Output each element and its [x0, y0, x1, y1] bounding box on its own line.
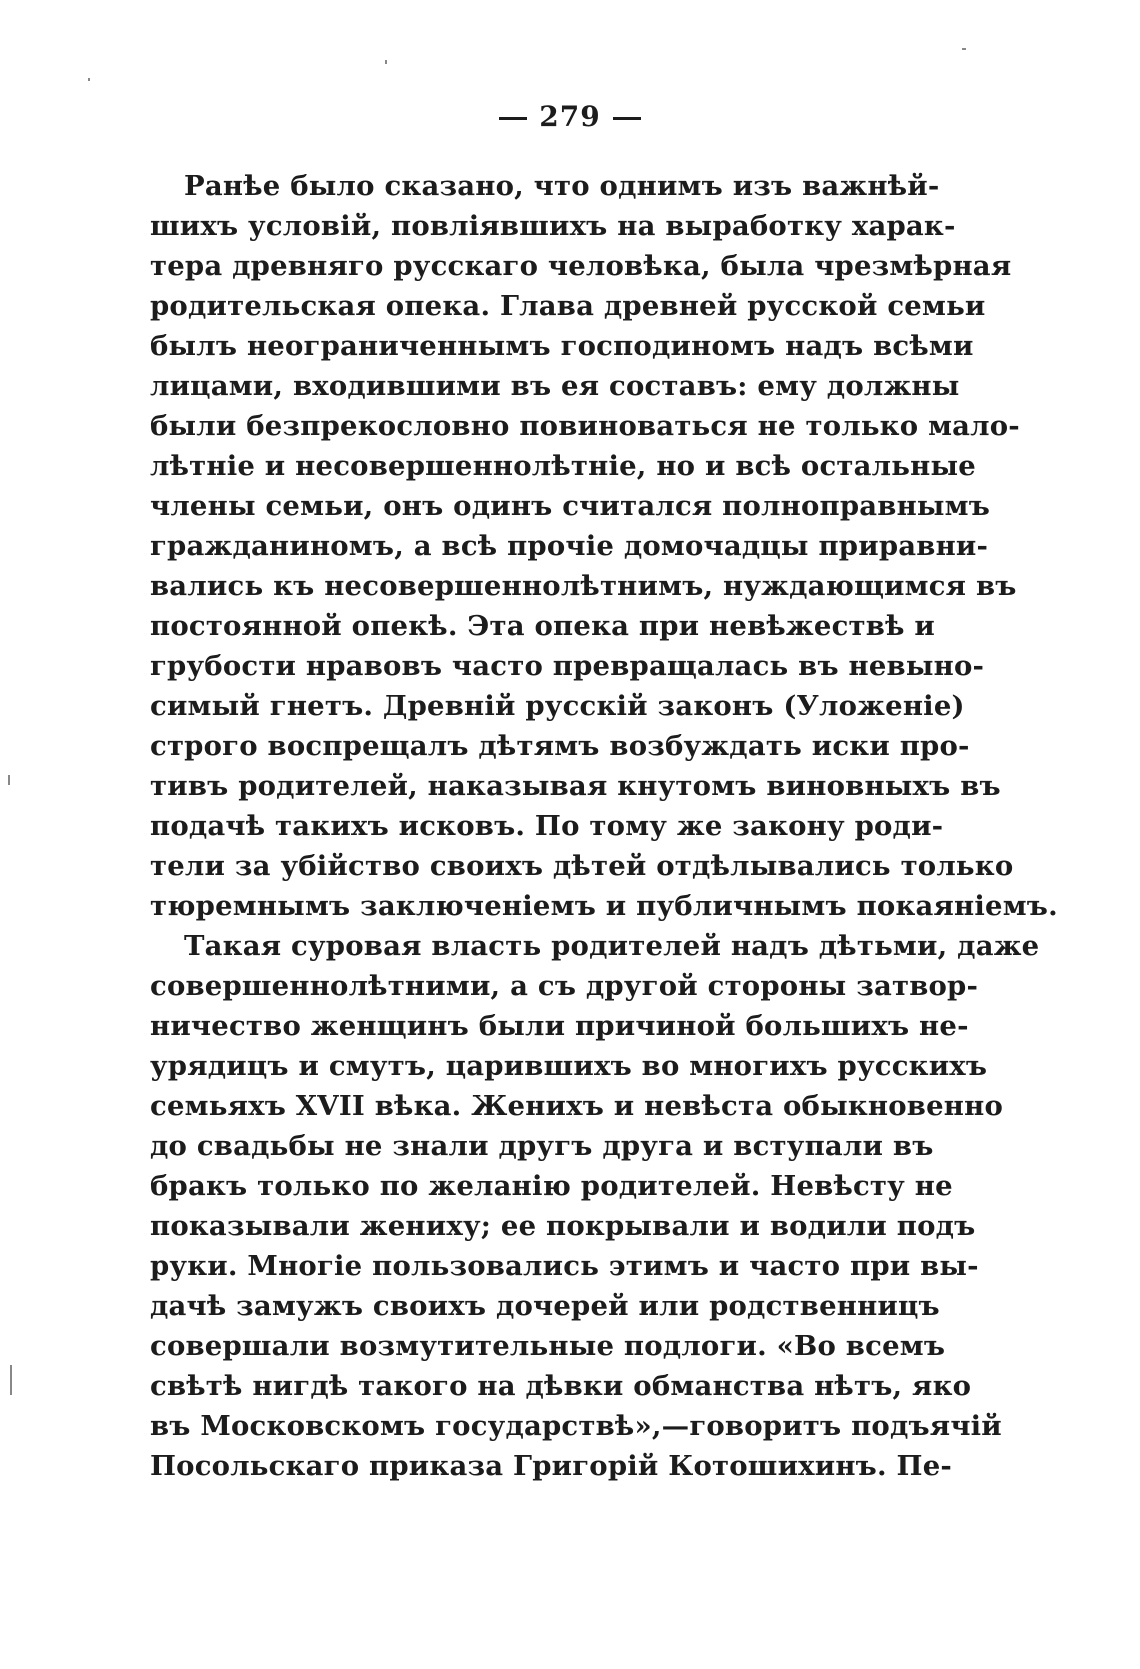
paragraph-2: [150, 926, 1040, 1486]
text-line: семьяхъ XVII вѣка. Женихъ и невѣста обыкновенно: [150, 1090, 1003, 1122]
page-number: 279: [539, 100, 601, 133]
text-line: совершали возмутительные подлоги. «Во всемъ: [150, 1330, 946, 1362]
text-line: Такая суровая власть родителей надъ дѣтьми, даже: [184, 930, 1040, 962]
text-line: ничество женщинъ были причиной большихъ не-: [150, 1010, 969, 1042]
text-line: шихъ условій, повліявшихъ на выработку харак-: [150, 210, 956, 242]
text-line: тера древняго русскаго человѣка, была чрезмѣрная: [150, 250, 1012, 282]
text-line: были безпрекословно повиноваться не только мало-: [150, 410, 1020, 442]
text-line: лѣтніе и несовершеннолѣтніе, но и всѣ остальные: [150, 450, 976, 482]
text-line: тюремнымъ заключеніемъ и публичнымъ покаяніемъ.: [150, 890, 1058, 922]
text-line: члены семьи, онъ одинъ считался полноправнымъ: [150, 490, 991, 522]
scan-speck: [88, 78, 90, 81]
paragraph-1: [150, 166, 1058, 926]
text-line: Ранѣе было сказано, что однимъ изъ важнѣй-: [184, 170, 940, 202]
text-line: показывали жениху; ее покрывали и водили подъ: [150, 1210, 976, 1242]
text-line: тели за убійство своихъ дѣтей отдѣлывались только: [150, 850, 1014, 882]
scan-speck: [385, 60, 387, 64]
text-line: лицами, входившими въ ея составъ: ему должны: [150, 370, 960, 402]
text-line: въ Московскомъ государствѣ»,—говоритъ подъячій: [150, 1410, 1002, 1442]
body-text: [150, 166, 1058, 1486]
text-line: постоянной опекѣ. Эта опека при невѣжествѣ и: [150, 610, 935, 642]
text-line: подачѣ такихъ исковъ. По тому же закону роди-: [150, 810, 944, 842]
scan-speck: [10, 1365, 12, 1395]
scan-speck: [962, 48, 966, 50]
text-line: руки. Многіе пользовались этимъ и часто при вы-: [150, 1250, 979, 1282]
text-line: бракъ только по желанію родителей. Невѣсту не: [150, 1170, 953, 1202]
text-line: вались къ несовершеннолѣтнимъ, нуждающимся въ: [150, 570, 1017, 602]
text-line: до свадьбы не знали другъ друга и вступали въ: [150, 1130, 934, 1162]
text-line: гражданиномъ, а всѣ прочіе домочадцы приравни-: [150, 530, 989, 562]
text-line: урядицъ и смутъ, царившихъ во многихъ русскихъ: [150, 1050, 988, 1082]
right-dash: [613, 117, 641, 120]
text-line: симый гнетъ. Древній русскій законъ (Уложеніе): [150, 690, 965, 722]
text-line: тивъ родителей, наказывая кнутомъ виновныхъ въ: [150, 770, 1001, 802]
text-line: строго воспрещалъ дѣтямъ возбуждать иски про-: [150, 730, 970, 762]
text-line: Посольскаго приказа Григорій Котошихинъ. Пе-: [150, 1450, 953, 1482]
left-dash: [499, 117, 527, 120]
scan-speck: [8, 775, 10, 785]
text-line: совершеннолѣтними, а съ другой стороны затвор-: [150, 970, 979, 1002]
text-line: дачѣ замужъ своихъ дочерей или родственницъ: [150, 1290, 940, 1322]
text-line: грубости нравовъ часто превращалась въ невыно-: [150, 650, 985, 682]
text-line: былъ неограниченнымъ господиномъ надъ всѣми: [150, 330, 974, 362]
text-line: свѣтѣ нигдѣ такого на дѣвки обманства нѣтъ, яко: [150, 1370, 972, 1402]
page-number-header: [0, 100, 1140, 133]
text-line: родительская опека. Глава древней русской семьи: [150, 290, 986, 322]
